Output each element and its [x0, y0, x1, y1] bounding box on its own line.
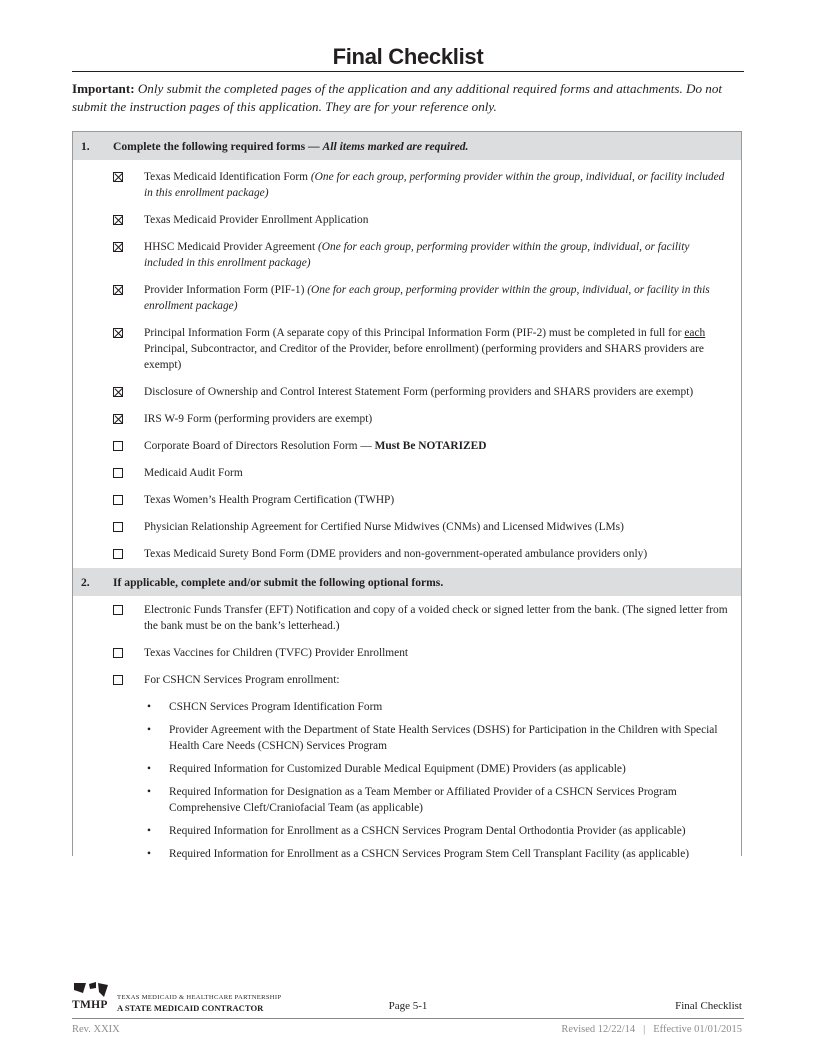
- checkbox-twhp[interactable]: [113, 495, 123, 505]
- bullet-marker: •: [147, 701, 151, 713]
- checkbox-cshcn[interactable]: [113, 675, 123, 685]
- bullet-item: • Required Information for Customized Durable Medical Equipment (DME) Providers (as applicable): [147, 763, 626, 775]
- revised-date: Revised 12/22/14: [561, 1024, 636, 1035]
- revision-label: Rev. XXIX: [72, 1024, 120, 1035]
- section-1-title: Complete the following required forms — All items marked are required.: [113, 139, 469, 153]
- effective-date: Effective 01/01/2015: [653, 1024, 742, 1035]
- checklist-item-audit-form: Medicaid Audit Form: [73, 465, 741, 481]
- partnership-name: TEXAS MEDICAID & HEALTHCARE PARTNERSHIP: [117, 994, 282, 1001]
- checkbox-disclosure-form[interactable]: [113, 387, 123, 397]
- revision-dates: [561, 1024, 742, 1035]
- section-2-title: If applicable, complete and/or submit the following optional forms.: [113, 575, 444, 589]
- checkbox-physician-agreement[interactable]: [113, 522, 123, 532]
- checkbox-pif-1[interactable]: [113, 285, 123, 295]
- checkbox-enrollment-application[interactable]: [113, 215, 123, 225]
- checklist-item-disclosure-form: Disclosure of Ownership and Control Interest Statement Form (performing providers and SHARS providers are exempt): [73, 384, 741, 400]
- bullet-marker: •: [147, 848, 151, 860]
- checkbox-eft[interactable]: [113, 605, 123, 615]
- bullet-marker: •: [147, 825, 151, 837]
- checklist-item-enrollment-application: Texas Medicaid Provider Enrollment Application: [73, 212, 741, 228]
- important-notice: [72, 80, 748, 116]
- bullet-item: • Required Information for Enrollment as a CSHCN Services Program Stem Cell Transplant Facility (as applicable): [147, 848, 690, 860]
- checkbox-pif-2[interactable]: [113, 328, 123, 338]
- section-1-header: [73, 132, 741, 160]
- checklist-item-pif-1: Provider Information Form (PIF-1) (One for each group, performing provider within the group, individual, or facility in this enrollment package): [73, 282, 741, 314]
- contractor-label: A STATE MEDICAID CONTRACTOR: [117, 1003, 264, 1013]
- bullet-marker: •: [147, 763, 151, 775]
- page-title: Final Checklist: [332, 44, 484, 69]
- bullet-marker: •: [147, 786, 151, 798]
- checklist-item-tvfc: Texas Vaccines for Children (TVFC) Provider Enrollment: [73, 645, 741, 661]
- checkbox-board-resolution[interactable]: [113, 441, 123, 451]
- title-divider: [72, 71, 744, 72]
- page-number: Page 5-1: [388, 1000, 428, 1012]
- checkbox-identification-form[interactable]: [113, 172, 123, 182]
- bullet-item: • Required Information for Enrollment as a CSHCN Services Program Dental Orthodontia Provider (as applicable): [147, 825, 686, 837]
- checklist-item-twhp: Texas Women’s Health Program Certification (TWHP): [73, 492, 741, 508]
- checklist-table: [72, 131, 742, 860]
- checklist-item-board-resolution: Corporate Board of Directors Resolution Form — Must Be NOTARIZED: [73, 438, 741, 454]
- checkbox-w9-form[interactable]: [113, 414, 123, 424]
- important-label: Important:: [72, 81, 135, 96]
- bullet-marker: •: [147, 724, 151, 736]
- tmhp-logo-text: TMHP: [72, 999, 108, 1011]
- bullet-item: • CSHCN Services Program Identification Form: [147, 701, 383, 713]
- checkbox-tvfc[interactable]: [113, 648, 123, 658]
- checklist-item-pif-2: Principal Information Form (A separate copy of this Principal Information Form (PIF-2) must be completed in full for each Principal, Subcontractor, and Creditor of the Provider, before enrollment) (performing providers and SHARS providers are exempt): [73, 325, 741, 373]
- section-2-number: 2.: [81, 575, 90, 589]
- checklist-item-identification-form: Texas Medicaid Identification Form (One for each group, performing provider within the group, individual, or facility included in this enrollment package): [73, 169, 741, 201]
- bullet-item: • Required Information for Designation as a Team Member or Affiliated Provider of a CSHCN Services Program Comprehensive Cleft/Craniofacial Team (as applicable): [147, 786, 677, 814]
- checklist-item-surety-bond: Texas Medicaid Surety Bond Form (DME providers and non-government-operated ambulance providers only): [73, 546, 741, 562]
- section-2-header: [73, 568, 741, 596]
- checkbox-provider-agreement[interactable]: [113, 242, 123, 252]
- checklist-item-w9-form: IRS W-9 Form (performing providers are exempt): [73, 411, 741, 427]
- footer-doc-title: Final Checklist: [675, 1000, 742, 1012]
- date-separator: |: [643, 1024, 646, 1035]
- checklist-item-provider-agreement: HHSC Medicaid Provider Agreement (One for each group, performing provider within the group, individual, or facility included in this enrollment package): [73, 239, 741, 271]
- checklist-item-cshcn: For CSHCN Services Program enrollment:: [73, 672, 741, 688]
- checklist-item-eft: Electronic Funds Transfer (EFT) Notification and copy of a voided check or signed letter from the bank. (The signed letter from the bank must be on the bank’s letterhead.): [73, 602, 741, 634]
- important-text: Only submit the completed pages of the application and any additional required forms and attachments. Do not submit the instruction pages of this application. They are for your reference only.: [72, 81, 723, 114]
- checkbox-surety-bond[interactable]: [113, 549, 123, 559]
- footer-divider: [72, 1018, 744, 1019]
- bullet-item: • Provider Agreement with the Department of State Health Services (DSHS) for Participation in the Children with Special Health Care Needs (CSHCN) Services Program: [147, 724, 718, 752]
- section-1-number: 1.: [81, 139, 90, 153]
- checklist-item-physician-agreement: Physician Relationship Agreement for Certified Nurse Midwives (CNMs) and Licensed Midwives (LMs): [73, 519, 741, 535]
- checkbox-audit-form[interactable]: [113, 468, 123, 478]
